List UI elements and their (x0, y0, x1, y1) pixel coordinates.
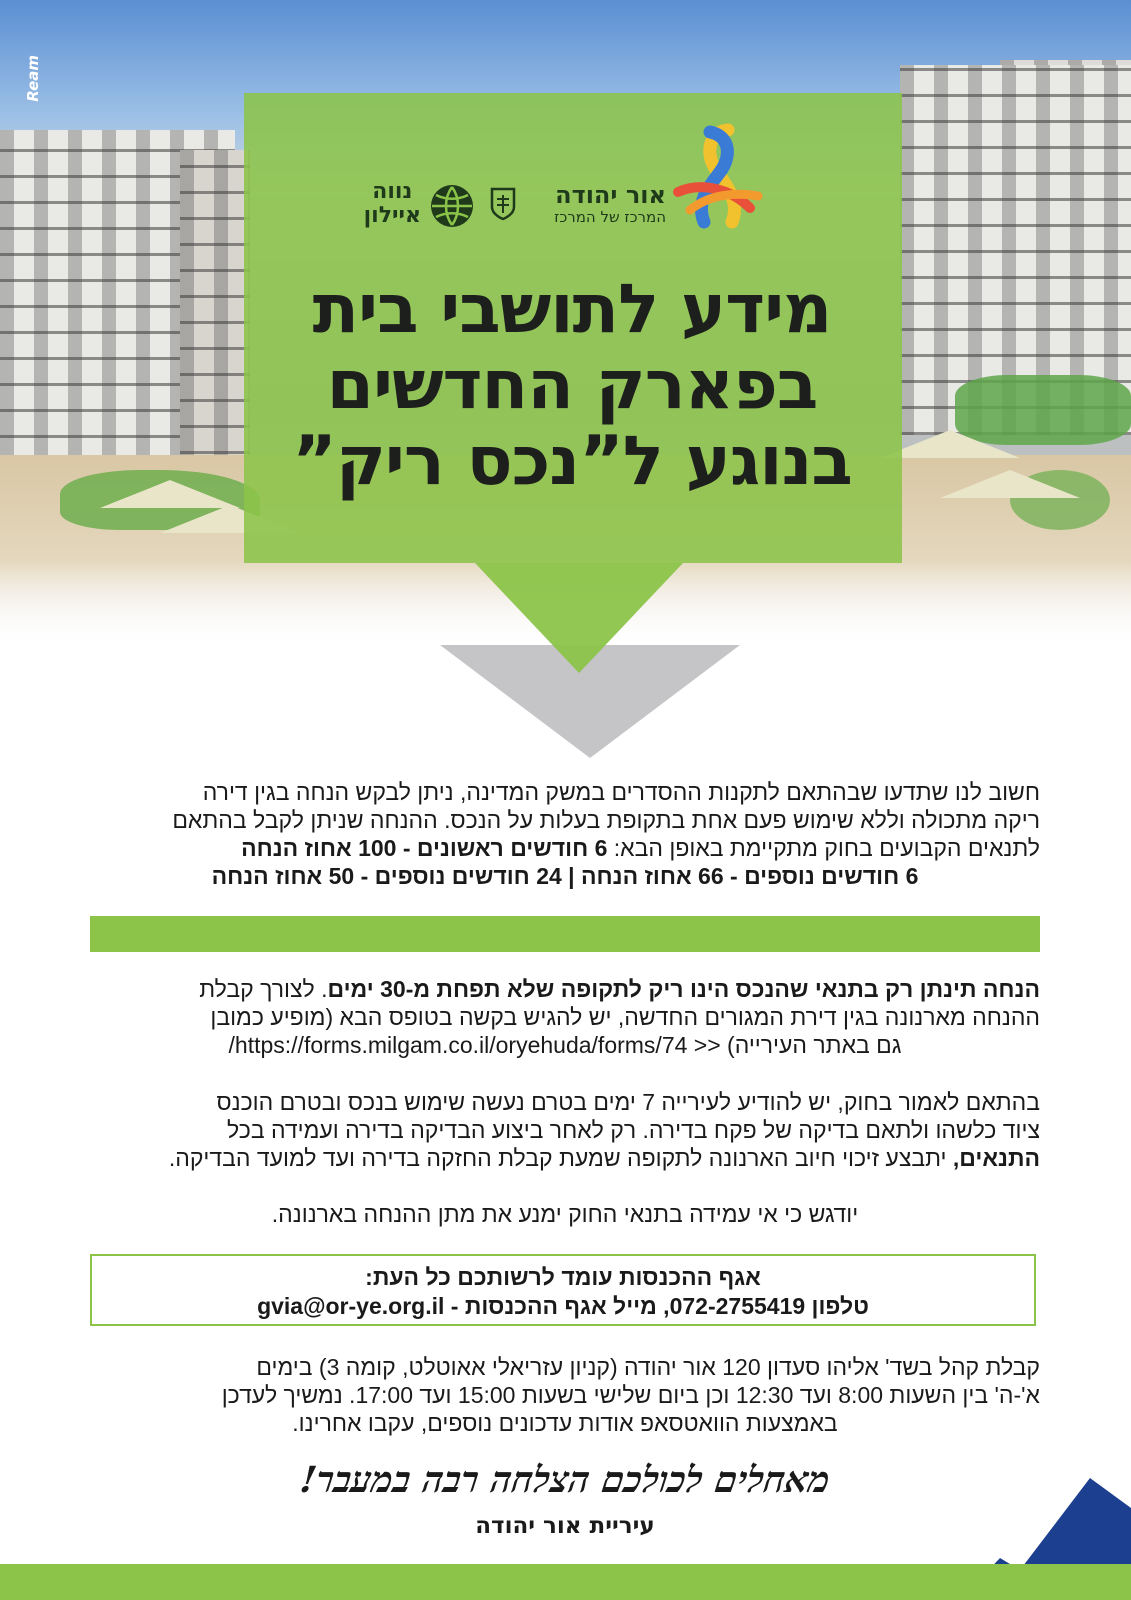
discount-tier-1: 6 חודשים ראשונים - 100 אחוז הנחה (241, 835, 608, 861)
city-emblem-icon (490, 187, 516, 221)
conditions-paragraph (90, 975, 1040, 1059)
reception-paragraph (90, 1353, 1040, 1437)
building-left-rear (180, 150, 250, 480)
intro-paragraph (90, 778, 1040, 890)
city-tagline: המרכז של המרכז (554, 208, 666, 226)
footer-green-bar (0, 1564, 1131, 1600)
form-link[interactable]: גם באתר העירייה) << https://forms.milgam.co.il/oryehuda/forms/74/ (228, 1032, 902, 1058)
page-title (262, 272, 882, 500)
conditions-bold: הנחה תינתן רק בתנאי שהנכס הינו ריק לתקופה שלא תפחת מ-30 ימים (327, 976, 1040, 1002)
intro-line: חשוב לנו שתדעו שבהתאם לתקנות ההסדרים במשק המדינה, ניתן לבקש הנחה בגין דירה (202, 779, 1040, 805)
reception-line: קבלת קהל בשד' אליהו סעדון 120 אור יהודה (קניון עזריאלי אאוטלט, קומה 3) בימים (256, 1354, 1040, 1380)
law-paragraph (90, 1088, 1040, 1172)
section-divider-bar (90, 916, 1040, 952)
law-text: יתבצע זיכוי חיוב הארנונה לתקופה שמעת קבלת החזקה בדירה ועד למועד הבדיקה. (168, 1145, 953, 1171)
title-line-3: בנוגע ל”נכס ריק” (292, 422, 852, 501)
pointer-green-triangle (475, 563, 683, 673)
title-line-2: בפארק החדשים (326, 346, 818, 425)
contact-details[interactable]: טלפון 072-2755419, מייל אגף ההכנסות - gvia@or-ye.org.il (257, 1293, 869, 1319)
neighborhood-name-line1: נווה (372, 179, 413, 204)
tier-separator: | (561, 863, 581, 889)
closing-slogan: מאחלים לכולכם הצלחה רבה במעבר! (297, 1459, 833, 1501)
photographer-mark: Ream (24, 55, 42, 102)
law-bold: התנאים, (952, 1145, 1040, 1171)
law-line (90, 1144, 1040, 1172)
conditions-line: ההנחה מארנונה בגין דירת המגורים החדשה, יש להגיש בקשה בטופס הבא (מופיע כמובן (210, 1004, 1040, 1030)
shade-sail (940, 470, 1080, 498)
contact-title: אגף ההכנסות עומד לרשותכם כל העת: (365, 1264, 761, 1290)
conditions-line (90, 975, 1040, 1003)
ribbon-logo-icon (670, 122, 766, 230)
intro-line: ריקה מתכולה וללא שימוש פעם אחת בתקופת בעלות על הנכס. ההנחה שניתן לקבל בהתאם (172, 807, 1040, 833)
neighborhood-logo-icon (428, 182, 476, 230)
reception-line: באמצעות הוואטסאפ אודות עדכונים נוספים, עקבו אחרינו. (292, 1410, 838, 1436)
law-line: ציוד כלשהו ולתאם בדיקה של פקח בדירה. רק לאחר ביצוע הבדיקה בדירה ועמידה בכל (227, 1117, 1040, 1143)
discount-tiers-line (90, 862, 1040, 890)
intro-text: לתנאים הקבועים בחוק מתקיימת באופן הבא: (607, 835, 1040, 861)
discount-tier-3: 24 חודשים נוספים - 50 אחוז הנחה (211, 863, 562, 889)
neighborhood-name-line2: איילון (363, 203, 421, 228)
conditions-text: . לצורך קבלת (199, 976, 328, 1002)
logo-group (363, 122, 766, 238)
law-line: בהתאם לאמור בחוק, יש להודיע לעירייה 7 ימים בטרם נעשה שימוש בנכס ובטרם הוכנס (216, 1089, 1040, 1115)
signature: עיריית אור יהודה (475, 1513, 655, 1539)
city-name: אור יהודה (555, 181, 666, 209)
warning-note: יודגש כי אי עמידה בתנאי החוק ימנע את מתן ההנחה בארנונה. (271, 1201, 859, 1227)
neighborhood-logo-text (364, 180, 421, 228)
contact-box (90, 1254, 1036, 1326)
discount-tier-2: 6 חודשים נוספים - 66 אחוז הנחה (581, 863, 919, 889)
shade-sail (100, 480, 240, 508)
city-logo-text (554, 182, 666, 226)
reception-line: א'-ה' בין השעות 8:00 ועד 12:30 וכן ביום שלישי בשעות 15:00 ועד 17:00. נמשיך לעדכן (221, 1382, 1040, 1408)
title-line-1: מידע לתושבי בית (312, 270, 832, 349)
intro-line (90, 834, 1040, 862)
